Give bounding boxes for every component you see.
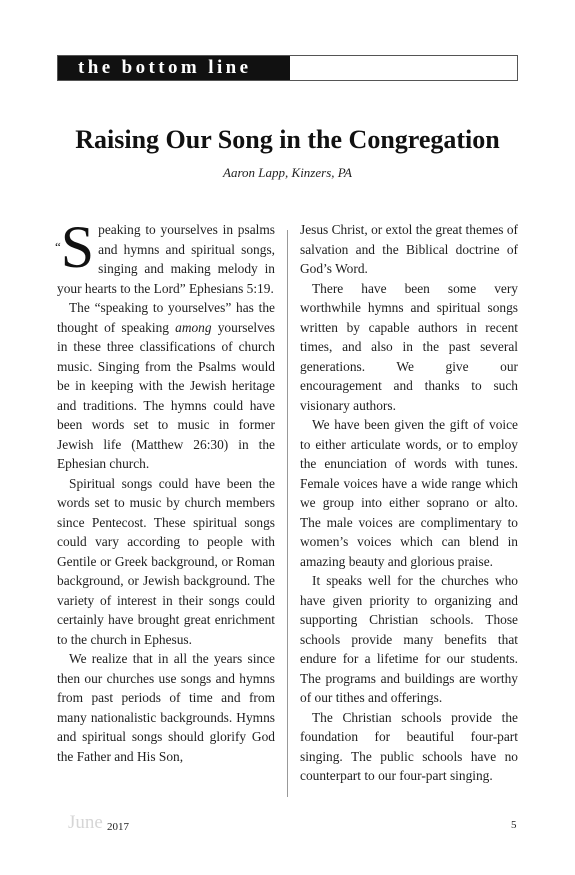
paragraph-8: The Christian schools provide the foundation for beautiful four-part singing. The public schools have no counterpart to our four-part singing. — [300, 709, 518, 783]
paragraph-4-continued: Jesus Christ, or extol the great themes of salvation and the Biblical doctrine of God’s Word. — [300, 222, 518, 276]
section-banner — [57, 55, 518, 81]
section-label: the bottom line — [58, 56, 290, 80]
paragraph-3: Spiritual songs could have been the words set to music by church members since Pentecost. These spiritual songs could vary according to people with Gentile or Greek background, or Roman background, or Jewish background. The variety of interest in their songs could certainly have brought great enrichment to the church in Ephesus. — [57, 475, 275, 647]
paragraph-1-text: peaking to yourselves in psalms and hymns and spiritual songs, singing and making melody in your hearts to the Lord” Ephesians 5:19. — [57, 222, 275, 296]
open-quote: “ — [55, 239, 61, 254]
footer-month: June — [68, 812, 103, 833]
paragraph-2-text-a: The “speaking to yourselves” has the thought of speaking — [57, 300, 275, 335]
paragraph-1 — [55, 214, 275, 298]
column-divider — [287, 230, 288, 797]
column-left — [55, 214, 275, 766]
paragraph-5: There have been some very worthwhile hymns and spiritual songs written by capable authors in recent times, and also in the past several generations. We give our encouragement and thanks to such visionary authors. — [300, 280, 518, 413]
drop-cap — [55, 214, 95, 280]
article-byline: Aaron Lapp, Kinzers, PA — [223, 165, 352, 180]
drop-cap-letter: S — [60, 214, 95, 280]
paragraph-2-text-b: yourselves in these three classifications of church music. Singing from the Psalms would be in keeping with the Jewish heritage and traditions. The hymns could have been words set to music in former Jewish life (Matthew 26:30) in the Ephesian church. — [57, 319, 275, 471]
column-right — [300, 220, 518, 786]
paragraph-2 — [57, 298, 275, 474]
paragraph-7: It speaks well for the churches who have given priority to organizing and supporting Christian schools. Those schools provide many benefits that endure for a lifetime for our students. The programs and buildings are worthy of our tithes and offerings. — [300, 573, 518, 705]
footer-year: 2017 — [107, 821, 129, 833]
emphasis-among: among — [175, 319, 212, 335]
page-number: 5 — [511, 819, 517, 831]
paragraph-6: We have been given the gift of voice to either articulate words, or to employ the enunciation of words with tunes. Female voices have a wide range which we group into either soprano or alto. The male voices are complimentary to women’s voices which can blend in amazing beauty and glorious praise. — [300, 417, 518, 569]
paragraph-4: We realize that in all the years since then our churches use songs and hymns from past periods of time and from many nationalistic backgrounds. Hymns and spiritual songs should glorify God the Father and His Son, — [57, 651, 275, 764]
article-title: Raising Our Song in the Congregation — [75, 125, 500, 154]
